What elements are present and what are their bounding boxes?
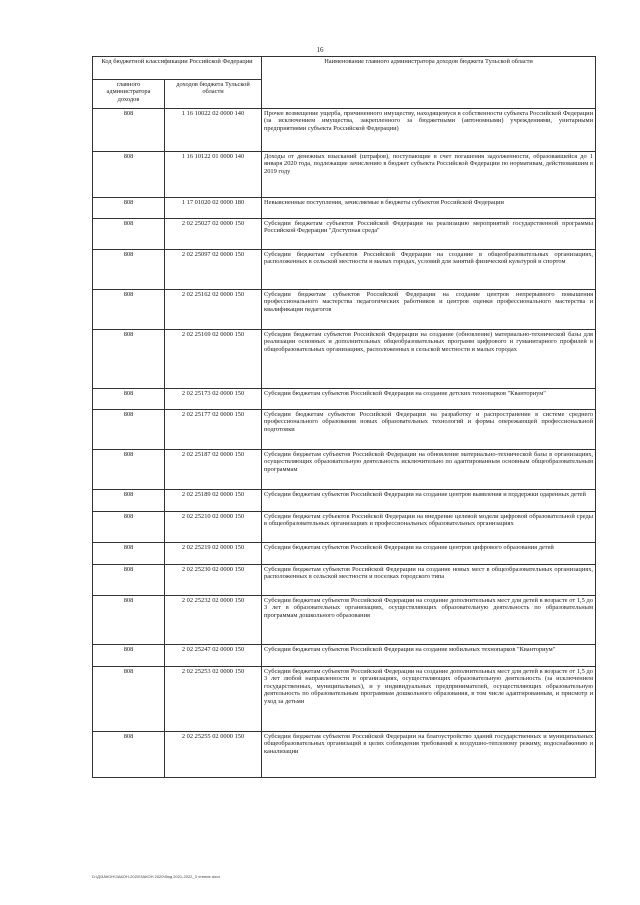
cell-administrator-code: 808 [93, 219, 165, 250]
cell-administrator-code: 808 [93, 389, 165, 410]
cell-revenue-code: 1 16 10022 02 0000 140 [165, 109, 262, 152]
budget-classification-table [92, 56, 596, 778]
cell-revenue-name: Доходы от денежных взысканий (штрафов), поступающие в счет погашения задолженности, образовавшейся до 1 января 2020 года, подлежащие зачислению в бюджет субъекта Российской Федерации по нормативам, действовавшим в 2019 году [262, 152, 596, 198]
cell-revenue-name: Субсидии бюджетам субъектов Российской Федерации на обновление материально-технической базы в организациях, осуществляющих образовательную деятельность исключительно по адаптированным основным общеобразовательным программам [262, 450, 596, 490]
cell-revenue-code: 1 17 01020 02 0000 180 [165, 198, 262, 219]
cell-revenue-code: 2 02 25255 02 0000 150 [165, 732, 262, 778]
cell-revenue-code: 2 02 25230 02 0000 150 [165, 565, 262, 596]
cell-revenue-code: 2 02 25189 02 0000 150 [165, 490, 262, 512]
cell-revenue-name: Прочее возмещение ущерба, причиненного имуществу, находящемуся в собственности субъекта Российской Федерации (за исключением имущества, закрепленного за бюджетными (автономными) учреждениями, унитарными предприятиями субъекта Российской Федерации) [262, 109, 596, 152]
table-row [93, 490, 596, 512]
cell-revenue-code: 2 02 25210 02 0000 150 [165, 512, 262, 543]
cell-administrator-code: 808 [93, 732, 165, 778]
footer-file-path: D:\Д\ЗАКОН\ЗАКОН-2020\ЗАКОН 2020\бюд 2021-2022_3 чтение.docx [92, 874, 221, 879]
table-row [93, 645, 596, 667]
cell-revenue-code: 2 02 25097 02 0000 150 [165, 250, 262, 290]
cell-revenue-name: Субсидии бюджетам субъектов Российской Федерации на внедрение целевой модели цифровой образовательной среды в общеобразовательных организациях и профессиональных образовательных организациях [262, 512, 596, 543]
cell-revenue-name: Субсидии бюджетам субъектов Российской Федерации на разработку и распространение в системе среднего профессионального образования новых образовательных технологий и формы опережающей профессиональной подготовки [262, 410, 596, 450]
cell-revenue-code: 2 02 25247 02 0000 150 [165, 645, 262, 667]
cell-administrator-code: 808 [93, 512, 165, 543]
cell-administrator-code: 808 [93, 596, 165, 645]
table-row [93, 512, 596, 543]
cell-revenue-name: Субсидии бюджетам субъектов Российской Федерации на создание центров цифрового образования детей [262, 543, 596, 565]
page-number: 16 [316, 46, 324, 54]
table-row [93, 543, 596, 565]
cell-revenue-code: 2 02 25187 02 0000 150 [165, 450, 262, 490]
cell-administrator-code: 808 [93, 290, 165, 330]
cell-revenue-code: 2 02 25173 02 0000 150 [165, 389, 262, 410]
table-row [93, 109, 596, 152]
cell-revenue-name: Субсидии бюджетам субъектов Российской Федерации на создание дополнительных мест для детей в возрасте от 1,5 до 3 лет любой направленности в организациях, осуществляющих образовательную деятельность (за исключением государственных, муниципальных), и у индивидуальных предпринимателей, осуществляющих образовательную деятельность по образовательным программам дошкольного образования, в том числе адаптированным, и присмотр и уход за детьми [262, 667, 596, 732]
cell-administrator-code: 808 [93, 250, 165, 290]
cell-revenue-code: 2 02 25177 02 0000 150 [165, 410, 262, 450]
cell-revenue-name: Субсидии бюджетам субъектов Российской Федерации на благоустройство зданий государственных и муниципальных общеобразовательных организаций в целях соблюдения требований к воздушно-тепловому режиму, водоснабжению и канализации [262, 732, 596, 778]
cell-revenue-name: Субсидии бюджетам субъектов Российской Федерации на создание центров выявления и поддержки одаренных детей [262, 490, 596, 512]
table-row [93, 290, 596, 330]
cell-revenue-name: Субсидии бюджетам субъектов Российской Федерации на создание мобильных технопарков "Кванториум" [262, 645, 596, 667]
cell-administrator-code: 808 [93, 667, 165, 732]
cell-administrator-code: 808 [93, 565, 165, 596]
table-row [93, 596, 596, 645]
table-row [93, 330, 596, 389]
cell-revenue-code: 2 02 25232 02 0000 150 [165, 596, 262, 645]
cell-administrator-code: 808 [93, 410, 165, 450]
cell-administrator-code: 808 [93, 645, 165, 667]
table-row [93, 410, 596, 450]
cell-revenue-code: 2 02 25027 02 0000 150 [165, 219, 262, 250]
cell-administrator-code: 808 [93, 198, 165, 219]
header-classification-code: Код бюджетной классификации Российской Федерации [93, 57, 262, 80]
cell-revenue-name: Субсидии бюджетам субъектов Российской Федерации на создание новых мест в общеобразовательных организациях, расположенных в сельской местности и поселках городского типа [262, 565, 596, 596]
cell-revenue-code: 2 02 25162 02 0000 150 [165, 290, 262, 330]
cell-revenue-name: Невыясненные поступления, зачисляемые в бюджеты субъектов Российской Федерации [262, 198, 596, 219]
cell-administrator-code: 808 [93, 109, 165, 152]
table-row [93, 198, 596, 219]
cell-revenue-code: 2 02 25169 02 0000 150 [165, 330, 262, 389]
table-row [93, 450, 596, 490]
table-row [93, 219, 596, 250]
cell-revenue-code: 1 16 10122 01 0000 140 [165, 152, 262, 198]
table-row [93, 732, 596, 778]
cell-administrator-code: 808 [93, 490, 165, 512]
cell-administrator-code: 808 [93, 543, 165, 565]
table-row [93, 250, 596, 290]
table-row [93, 565, 596, 596]
cell-administrator-code: 808 [93, 330, 165, 389]
cell-administrator-code: 808 [93, 152, 165, 198]
header-main-administrator: главного администратора доходов [93, 80, 165, 109]
header-administrator-name: Наименование главного администратора доходов бюджета Тульской области [262, 57, 596, 109]
cell-administrator-code: 808 [93, 450, 165, 490]
cell-revenue-name: Субсидии бюджетам субъектов Российской Федерации на создание центров непрерывного повышения профессионального мастерства педагогических работников и центров оценки профессионального мастерства и квалификации педагогов [262, 290, 596, 330]
cell-revenue-name: Субсидии бюджетам субъектов Российской Федерации на создание дополнительных мест для детей в возрасте от 1,5 до 3 лет в образовательных организациях, осуществляющих образовательную деятельность по образовательным программам дошкольного образования [262, 596, 596, 645]
cell-revenue-name: Субсидии бюджетам субъектов Российской Федерации на реализацию мероприятий государственной программы Российской Федерации "Доступная среда" [262, 219, 596, 250]
table-row [93, 667, 596, 732]
table-header-row [93, 57, 596, 80]
cell-revenue-code: 2 02 25219 02 0000 150 [165, 543, 262, 565]
header-budget-revenue: доходов бюджета Тульской области [165, 80, 262, 109]
cell-revenue-name: Субсидии бюджетам субъектов Российской Федерации на создание детских технопарков "Кванториум" [262, 389, 596, 410]
cell-revenue-name: Субсидии бюджетам субъектов Российской Федерации на создание (обновление) материально-технической базы для реализации основных и дополнительных общеобразовательных программ цифрового и гуманитарного профилей в общеобразовательных организациях, расположенных в сельской местности и малых городах [262, 330, 596, 389]
cell-revenue-name: Субсидии бюджетам субъектов Российской Федерации на создание в общеобразовательных организациях, расположенных в сельской местности и малых городах, условий для занятий физической культурой и спортом [262, 250, 596, 290]
table-row [93, 152, 596, 198]
cell-revenue-code: 2 02 25253 02 0000 150 [165, 667, 262, 732]
table-body [93, 109, 596, 778]
table-row [93, 389, 596, 410]
